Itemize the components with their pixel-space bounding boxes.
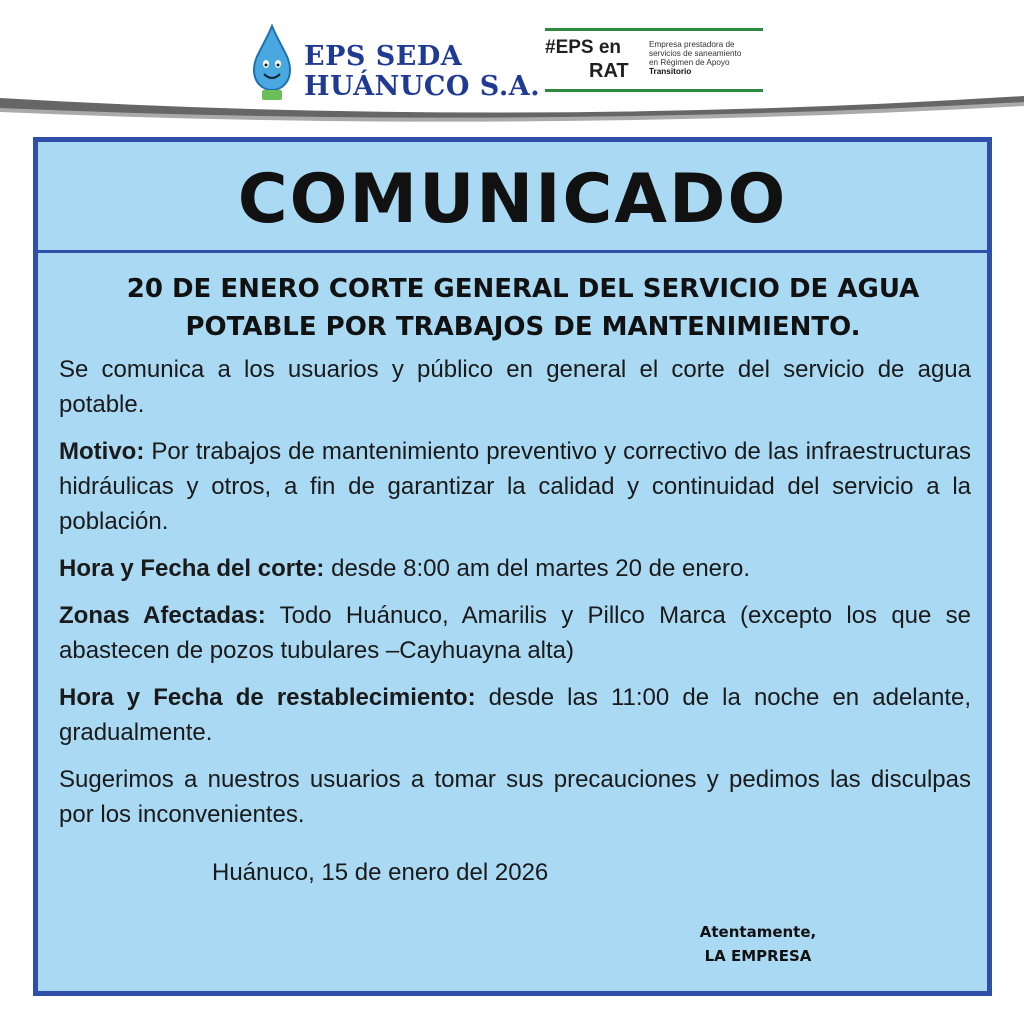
place-date: Huánuco, 15 de enero del 2026	[212, 859, 549, 886]
badge-desc-line: en Régimen de Apoyo	[649, 58, 730, 67]
brand-name-line2: HUÁNUCO S.A.	[304, 71, 541, 102]
badge-desc-line: Empresa prestadora de	[649, 40, 735, 49]
badge-rat-word: RAT	[589, 60, 629, 82]
badge-top-rule	[545, 28, 763, 31]
motivo-text: Por trabajos de mantenimiento preventivo y correctivo de las infraestructuras hidráulicas y otros, a fin de garantizar la calidad y continuidad del servicio a la población.	[59, 438, 971, 535]
badge-desc-line: servicios de saneamiento	[649, 49, 742, 58]
headline-line-2: POTABLE POR TRABAJOS DE MANTENIMIENTO.	[185, 312, 861, 342]
restablecimiento-paragraph	[59, 680, 971, 750]
zonas-text: Todo Huánuco, Amarilis y Pillco Marca (excepto los que se abastecen de pozos tubulares –Cayhuayna alta)	[59, 602, 971, 664]
restablecimiento-label: Hora y Fecha de restablecimiento:	[59, 684, 476, 711]
notice-body	[59, 352, 971, 844]
closing-paragraph: Sugerimos a nuestros usuarios a tomar sus precauciones y pedimos las disculpas por los inconvenientes.	[59, 766, 971, 828]
corte-paragraph	[59, 551, 971, 586]
notice-panel	[33, 137, 992, 996]
notice-title: COMUNICADO	[237, 160, 788, 239]
intro-paragraph: Se comunica a los usuarios y público en general el corte del servicio de agua potable.	[59, 356, 971, 418]
motivo-label: Motivo:	[59, 438, 145, 465]
motivo-paragraph	[59, 434, 971, 539]
signature-greeting: Atentamente,	[699, 923, 817, 941]
headline-line-1: 20 DE ENERO CORTE GENERAL DEL SERVICIO DE AGUA	[126, 274, 920, 304]
badge-desc-line: Transitorio	[649, 67, 692, 76]
corte-text: desde 8:00 am del martes 20 de enero.	[324, 555, 751, 582]
title-band	[38, 142, 987, 253]
restablecimiento-text: desde las 11:00 de la noche en adelante, gradualmente.	[59, 684, 971, 746]
page-header	[0, 0, 1024, 130]
signature-company: LA EMPRESA	[704, 947, 812, 965]
notice-headline	[68, 270, 978, 346]
eps-rat-badge	[545, 28, 763, 94]
badge-hashtag: #EPS en	[545, 37, 622, 58]
zonas-label: Zonas Afectadas:	[59, 602, 266, 629]
brand-name-line1: EPS SEDA	[304, 41, 463, 72]
badge-description	[649, 40, 765, 76]
corte-label: Hora y Fecha del corte:	[59, 555, 325, 582]
zonas-paragraph	[59, 598, 971, 668]
header-swoosh-divider	[0, 88, 1024, 128]
signature-block	[638, 920, 878, 968]
